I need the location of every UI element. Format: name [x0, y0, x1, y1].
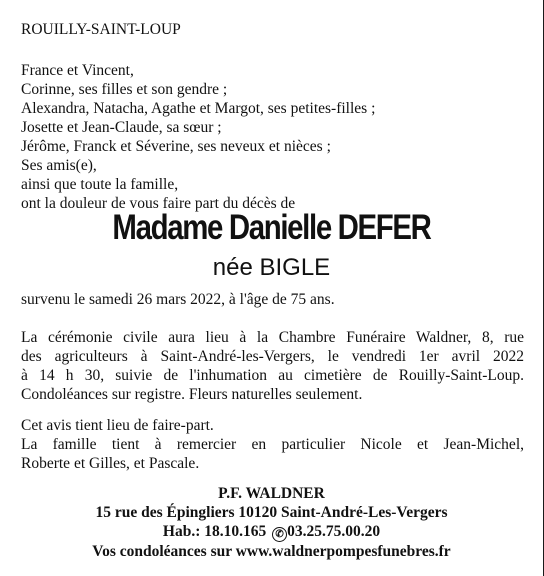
condolences-link[interactable]: Vos condoléances sur www.waldnerpompesfunebres.fr [92, 543, 451, 560]
ceremony-line: Condoléances sur registre. Fleurs naturelles seulement. [21, 386, 363, 403]
family-line: Alexandra, Natacha, Agathe et Margot, ses petites-filles ; [21, 100, 376, 117]
town-heading: ROUILLY-SAINT-LOUP [21, 21, 181, 38]
phone-number: 03.25.75.00.20 [287, 523, 381, 540]
ceremony-line: La cérémonie civile aura lieu à la Chambre Funéraire Waldner, 8, rue [21, 329, 524, 346]
family-line: Jérôme, Franck et Séverine, ses neveux et nièces ; [21, 138, 331, 155]
maiden-name: née BIGLE [212, 254, 331, 281]
deceased-name: Madame Danielle DEFER [112, 208, 431, 247]
hab-number: Hab.: 18.10.165 [162, 523, 267, 540]
closing-line: La famille tient à remercier en particulier Nicole et Jean-Michel, [21, 436, 524, 453]
funeral-home-address: 15 rue des Épingliers 10120 Saint-André-Les-Vergers [95, 504, 448, 521]
funeral-home-contact [0, 522, 543, 542]
phone-icon: ✆ [272, 527, 287, 542]
ceremony-paragraph [21, 328, 524, 404]
family-line: ainsi que toute la famille, [21, 176, 179, 193]
family-line: Ses amis(e), [21, 157, 97, 174]
closing-line: Cet avis tient lieu de faire-part. [21, 417, 214, 434]
passing-date: survenu le samedi 26 mars 2022, à l'âge de 75 ans. [21, 291, 335, 308]
funeral-home-name: P.F. WALDNER [218, 485, 325, 502]
family-line: Corinne, ses filles et son gendre ; [21, 81, 228, 98]
ceremony-line: des agriculteurs à Saint-André-les-Vergers, le vendredi 1er avril 2022 [21, 348, 524, 365]
family-list [21, 61, 523, 213]
family-line: Josette et Jean-Claude, sa sœur ; [21, 119, 222, 136]
funeral-home-block [0, 484, 543, 561]
closing-line: Roberte et Gilles, et Pascale. [21, 455, 200, 472]
ceremony-line: à 14 h 30, suivie de l'inhumation au cimetière de Rouilly-Saint-Loup. [21, 367, 524, 384]
family-line: France et Vincent, [21, 62, 134, 79]
family-line: ont la douleur de vous faire part du décès de [21, 195, 296, 212]
closing-paragraph [21, 416, 524, 473]
